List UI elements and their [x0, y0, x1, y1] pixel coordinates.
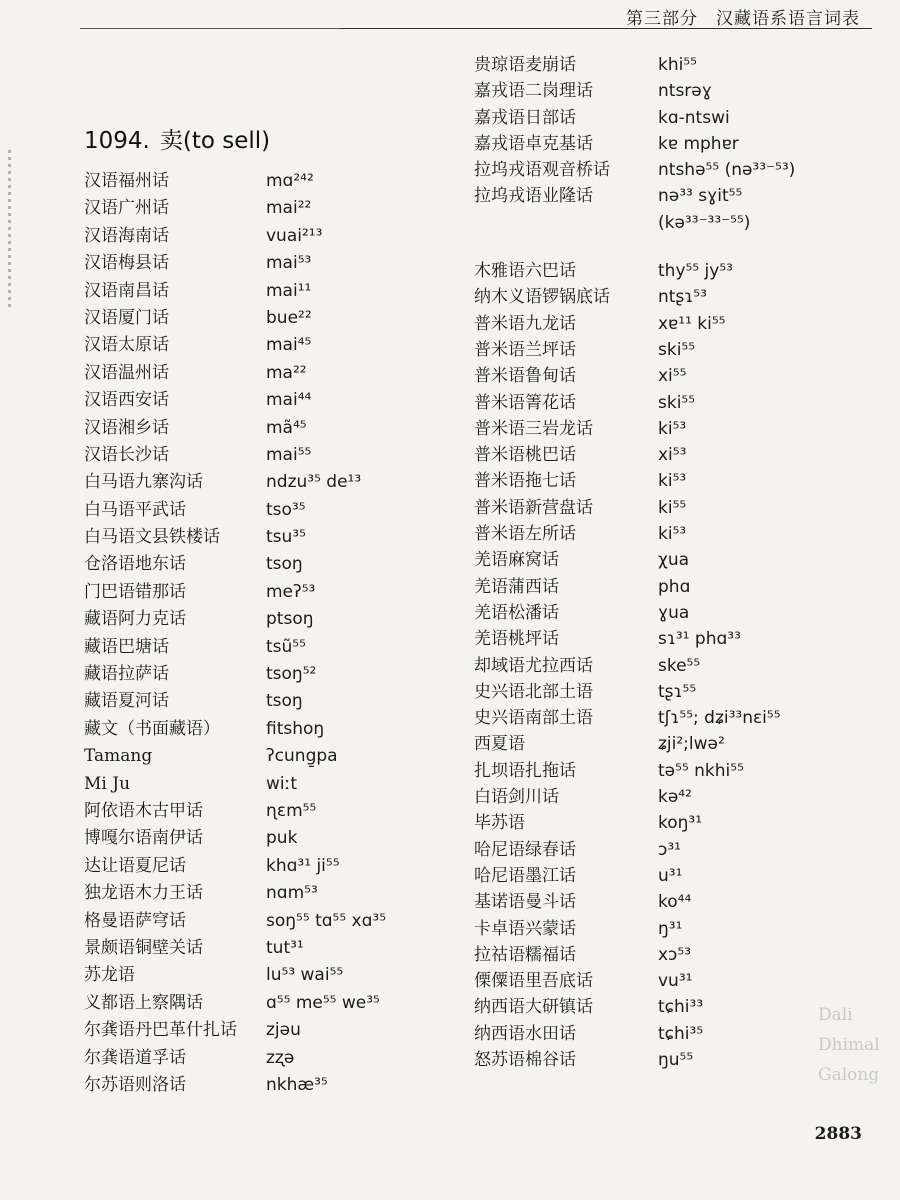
word-entry-row — [474, 210, 874, 236]
word-entry-row — [474, 337, 874, 363]
word-entry-row — [474, 258, 874, 284]
language-name: 嘉戎语二岗理话 — [474, 81, 593, 102]
word-form: mai¹¹ — [266, 280, 312, 301]
language-name: 尔龚语丹巴革什扎话 — [84, 1020, 237, 1041]
word-form: tso³⁵ — [266, 499, 306, 520]
word-entry-row — [474, 784, 874, 810]
word-form: meʔ⁵³ — [266, 581, 316, 602]
word-entry-row — [474, 968, 874, 994]
word-entry-row — [474, 390, 874, 416]
word-form: mai⁴⁴ — [266, 390, 312, 411]
right-column-group-b — [474, 258, 874, 1073]
language-name: 毕苏语 — [474, 813, 525, 834]
word-entry-row — [474, 600, 874, 626]
word-form: xi⁵³ — [658, 445, 687, 466]
word-form: thy⁵⁵ jy⁵³ — [658, 261, 733, 282]
word-entry-row — [474, 1047, 874, 1073]
language-name: 普米语新营盘话 — [474, 497, 593, 518]
word-form: ɳɛm⁵⁵ — [266, 800, 317, 821]
language-name: 普米语三岩龙话 — [474, 418, 593, 439]
word-form: u³¹ — [658, 865, 683, 886]
word-form: ki⁵⁵ — [658, 497, 687, 518]
word-form: ntʂɿ⁵³ — [658, 287, 707, 308]
word-form: ɣua — [658, 602, 690, 623]
language-name: 却域语尤拉西话 — [474, 655, 593, 676]
language-name: 汉语广州话 — [84, 198, 169, 219]
language-name: 哈尼语绿春话 — [474, 839, 576, 860]
word-form: khɑ³¹ ji⁵⁵ — [266, 855, 340, 876]
language-name: 藏语阿力克话 — [84, 609, 186, 630]
language-name: Tamang — [84, 746, 153, 767]
word-form: nə³³ sɣit⁵⁵ — [658, 186, 743, 207]
language-name: 藏文（书面藏语） — [84, 718, 220, 739]
left-column — [84, 168, 464, 1099]
language-name: 卡卓语兴蒙话 — [474, 918, 576, 939]
word-form: soŋ⁵⁵ tɑ⁵⁵ xɑ³⁵ — [266, 910, 387, 931]
word-entry-row — [474, 495, 874, 521]
word-entry-row — [84, 223, 464, 250]
word-entry-row — [84, 195, 464, 222]
word-form: bue²² — [266, 307, 312, 328]
word-form: ʔcung̱pa — [266, 746, 338, 767]
language-name: 汉语湘乡话 — [84, 417, 169, 438]
word-entry-row — [474, 889, 874, 915]
language-name: 汉语南昌话 — [84, 280, 169, 301]
word-form: ko⁴⁴ — [658, 892, 692, 913]
word-form: mai²² — [266, 198, 312, 219]
word-form: ŋ³¹ — [658, 918, 683, 939]
margin-mark — [8, 150, 11, 310]
language-name: 拉祜语糯福话 — [474, 944, 576, 965]
entry-number: 1094. — [84, 128, 150, 154]
language-name: 傈僳语里吾底话 — [474, 971, 593, 992]
language-name: 苏龙语 — [84, 965, 135, 986]
language-name: 嘉戎语日部话 — [474, 107, 576, 128]
word-entry-row — [84, 962, 464, 989]
language-name: 博嘎尔语南伊话 — [84, 828, 203, 849]
word-form: tɕhi³³ — [658, 997, 704, 1018]
word-entry-row — [84, 716, 464, 743]
language-name: 尔龚语道孚话 — [84, 1047, 186, 1068]
language-name: 门巴语错那话 — [84, 581, 186, 602]
language-name: Mi Ju — [84, 773, 131, 794]
language-name: 汉语福州话 — [84, 171, 169, 191]
language-name: 汉语温州话 — [84, 362, 169, 383]
page-number: 2883 — [814, 1124, 862, 1144]
word-entry-row — [84, 935, 464, 962]
header-rule — [80, 28, 872, 29]
bleed-through-word: Dali — [818, 1005, 853, 1025]
language-name: 尔苏语则洛话 — [84, 1074, 186, 1095]
word-form: phɑ — [658, 576, 691, 597]
word-form: ki⁵³ — [658, 471, 687, 492]
language-name: 贵琼语麦崩话 — [474, 55, 576, 75]
word-entry-row — [84, 415, 464, 442]
word-form: χua — [658, 550, 690, 571]
word-entry-row — [474, 810, 874, 836]
word-entry-row — [84, 278, 464, 305]
word-form: ske⁵⁵ — [658, 655, 701, 676]
word-entry-row — [474, 416, 874, 442]
language-name: 汉语西安话 — [84, 390, 169, 411]
word-entry-row — [474, 942, 874, 968]
word-entry-row — [474, 574, 874, 600]
word-entry-row — [474, 131, 874, 157]
language-name: 汉语厦门话 — [84, 307, 169, 328]
word-entry-row — [474, 284, 874, 310]
language-name: 藏语夏河话 — [84, 691, 169, 712]
word-form: nkhæ³⁵ — [266, 1074, 328, 1095]
language-name: 羌语松潘话 — [474, 602, 559, 623]
word-form: mai⁴⁵ — [266, 335, 312, 356]
word-entry-row — [84, 332, 464, 359]
word-entry-row — [474, 157, 874, 183]
language-name: 普米语九龙话 — [474, 313, 576, 334]
word-entry-row — [84, 880, 464, 907]
word-form: tɕhi³⁵ — [658, 1023, 704, 1044]
entry-headword: 卖(to sell) — [159, 128, 271, 154]
word-form: ɔ³¹ — [658, 839, 681, 860]
word-form: mai⁵³ — [266, 253, 312, 274]
group-spacer — [474, 236, 874, 258]
entry-title — [84, 122, 270, 155]
word-form: kə⁴² — [658, 787, 692, 808]
word-entry-row — [474, 653, 874, 679]
word-form: tsoŋ — [266, 691, 303, 712]
word-form: ski⁵⁵ — [658, 339, 696, 360]
word-entry-row — [84, 1017, 464, 1044]
language-name: 白语剑川话 — [474, 787, 559, 808]
language-name: 基诺语曼斗话 — [474, 892, 576, 913]
word-form: koŋ³¹ — [658, 813, 703, 834]
word-entry-row — [84, 908, 464, 935]
language-name: 史兴语北部土语 — [474, 681, 593, 702]
word-form: xi⁵⁵ — [658, 366, 687, 387]
word-form: zʐə — [266, 1047, 295, 1068]
word-entry-row — [474, 863, 874, 889]
word-form: (kə³³⁻³³⁻⁵⁵) — [658, 212, 751, 233]
word-form: tʃɿ⁵⁵; dʑi³³nɛi⁵⁵ — [658, 708, 781, 729]
language-name: 藏语拉萨话 — [84, 664, 169, 685]
word-entry-row — [474, 1021, 874, 1047]
word-form: ptsoŋ — [266, 609, 314, 630]
word-entry-row — [474, 679, 874, 705]
word-form: puk — [266, 828, 298, 849]
word-entry-row — [84, 798, 464, 825]
language-name: 羌语麻窝话 — [474, 550, 559, 571]
word-entry-row — [474, 705, 874, 731]
word-entry-row — [474, 311, 874, 337]
word-form: ntshə⁵⁵ (nə³³⁻⁵³) — [658, 160, 796, 181]
word-entry-row — [84, 990, 464, 1017]
language-name: 景颇语铜壁关话 — [84, 937, 203, 958]
language-name: 白马语文县铁楼话 — [84, 527, 220, 548]
word-form: fitshoŋ — [266, 718, 325, 739]
word-entry-row — [84, 305, 464, 332]
language-name: 纳西语水田话 — [474, 1023, 576, 1044]
word-form: ski⁵⁵ — [658, 392, 696, 413]
word-form: wiːt — [266, 773, 298, 794]
language-name: 嘉戎语卓克基话 — [474, 133, 593, 154]
language-name: 普米语拖七话 — [474, 471, 576, 492]
language-name: 羌语桃坪话 — [474, 629, 559, 650]
language-name: 汉语长沙话 — [84, 444, 169, 465]
word-form: kɐ mphɐr — [658, 133, 739, 154]
language-name: 怒苏语棉谷话 — [474, 1049, 576, 1070]
language-name: 普米语箐花话 — [474, 392, 576, 413]
word-form: tʂɿ⁵⁵ — [658, 681, 697, 702]
language-name: 普米语桃巴话 — [474, 445, 576, 466]
word-entry-row — [84, 497, 464, 524]
language-name: 西夏语 — [474, 734, 525, 755]
bleed-through-word: Dhimal — [818, 1035, 880, 1055]
word-form: ma²² — [266, 362, 307, 383]
word-form: ɑ⁵⁵ me⁵⁵ we³⁵ — [266, 992, 380, 1013]
language-name: 普米语鲁甸话 — [474, 366, 576, 387]
word-form: lu⁵³ wai⁵⁵ — [266, 965, 344, 986]
word-entry-row — [474, 363, 874, 389]
language-name: 白马语平武话 — [84, 499, 186, 520]
language-name: 仓洛语地东话 — [84, 554, 186, 575]
word-entry-row — [84, 661, 464, 688]
word-form: ki⁵³ — [658, 524, 687, 545]
language-name: 格曼语萨穹话 — [84, 910, 186, 931]
word-form: khi⁵⁵ — [658, 55, 697, 75]
word-entry-row — [474, 547, 874, 573]
language-name: 汉语太原话 — [84, 335, 169, 356]
word-entry-row — [474, 78, 874, 104]
word-form: sɿ³¹ phɑ³³ — [658, 629, 741, 650]
word-entry-row — [474, 442, 874, 468]
language-name: 汉语梅县话 — [84, 253, 169, 274]
word-entry-row — [474, 626, 874, 652]
language-name: 纳西语大研镇话 — [474, 997, 593, 1018]
word-entry-row — [474, 468, 874, 494]
language-name: 拉坞戎语业隆话 — [474, 186, 593, 207]
word-entry-row — [474, 837, 874, 863]
running-head: 第三部分 汉藏语系语言词表 — [626, 9, 860, 29]
word-form: ʑji²;lwə² — [658, 734, 725, 755]
language-name: 拉坞戎语观音桥话 — [474, 160, 610, 181]
word-entry-row — [84, 1045, 464, 1072]
word-form: tə⁵⁵ nkhi⁵⁵ — [658, 760, 744, 781]
word-entry-row — [84, 442, 464, 469]
right-column-group-a — [474, 52, 874, 236]
word-form: mã⁴⁵ — [266, 417, 307, 438]
word-form: tsoŋ⁵² — [266, 664, 317, 685]
language-name: 藏语巴塘话 — [84, 636, 169, 657]
language-name: 阿依语木古甲话 — [84, 800, 203, 821]
word-entry-row — [474, 183, 874, 209]
word-entry-row — [84, 551, 464, 578]
word-form: vuai²¹³ — [266, 225, 323, 246]
word-entry-row — [474, 521, 874, 547]
word-form: tsu³⁵ — [266, 527, 306, 548]
language-name: 扎坝语扎拖话 — [474, 760, 576, 781]
word-form: mɑ²⁴² — [266, 171, 314, 191]
word-entry-row — [474, 758, 874, 784]
word-entry-row — [84, 634, 464, 661]
word-entry-row — [84, 688, 464, 715]
word-form: tsũ⁵⁵ — [266, 636, 306, 657]
word-entry-row — [84, 771, 464, 798]
language-name: 纳木义语锣锅底话 — [474, 287, 610, 308]
word-form: nɑm⁵³ — [266, 883, 318, 904]
word-form: ndzu³⁵ de¹³ — [266, 472, 362, 493]
language-name: 羌语蒲西话 — [474, 576, 559, 597]
language-name: 史兴语南部土语 — [474, 708, 593, 729]
word-entry-row — [84, 387, 464, 414]
word-form: vu³¹ — [658, 971, 693, 992]
language-name: 汉语海南话 — [84, 225, 169, 246]
language-name: 普米语兰坪话 — [474, 339, 576, 360]
word-entry-row — [474, 731, 874, 757]
language-name: 达让语夏尼话 — [84, 855, 186, 876]
word-entry-row — [84, 606, 464, 633]
word-form: ntsrəɣ — [658, 81, 712, 102]
word-form: kɑ-ntswi — [658, 107, 730, 128]
word-entry-row — [84, 524, 464, 551]
word-entry-row — [84, 743, 464, 770]
word-form: xɔ⁵³ — [658, 944, 692, 965]
word-entry-row — [84, 579, 464, 606]
word-form: tsoŋ — [266, 554, 303, 575]
language-name: 白马语九寨沟话 — [84, 472, 203, 493]
bleed-through-text — [818, 1000, 880, 1090]
word-entry-row — [84, 360, 464, 387]
word-form: tut³¹ — [266, 937, 304, 958]
language-name: 普米语左所话 — [474, 524, 576, 545]
word-entry-row — [474, 105, 874, 131]
word-entry-row — [474, 916, 874, 942]
word-entry-row — [84, 1072, 464, 1099]
word-entry-row — [84, 825, 464, 852]
language-name: 义都语上察隅话 — [84, 992, 203, 1013]
language-name: 木雅语六巴话 — [474, 261, 576, 282]
word-form: mai⁵⁵ — [266, 444, 312, 465]
word-form: zjəu — [266, 1020, 301, 1041]
word-entry-row — [84, 469, 464, 496]
word-form: ŋu⁵⁵ — [658, 1049, 694, 1070]
language-name: 独龙语木力王话 — [84, 883, 203, 904]
word-form: ki⁵³ — [658, 418, 687, 439]
word-entry-row — [474, 994, 874, 1020]
word-form: xɐ¹¹ ki⁵⁵ — [658, 313, 726, 334]
word-entry-row — [84, 853, 464, 880]
word-entry-row — [84, 250, 464, 277]
word-entry-row — [474, 52, 874, 78]
language-name: 哈尼语墨江话 — [474, 865, 576, 886]
word-entry-row — [84, 168, 464, 195]
right-column — [474, 52, 874, 1073]
bleed-through-word: Galong — [818, 1065, 880, 1085]
